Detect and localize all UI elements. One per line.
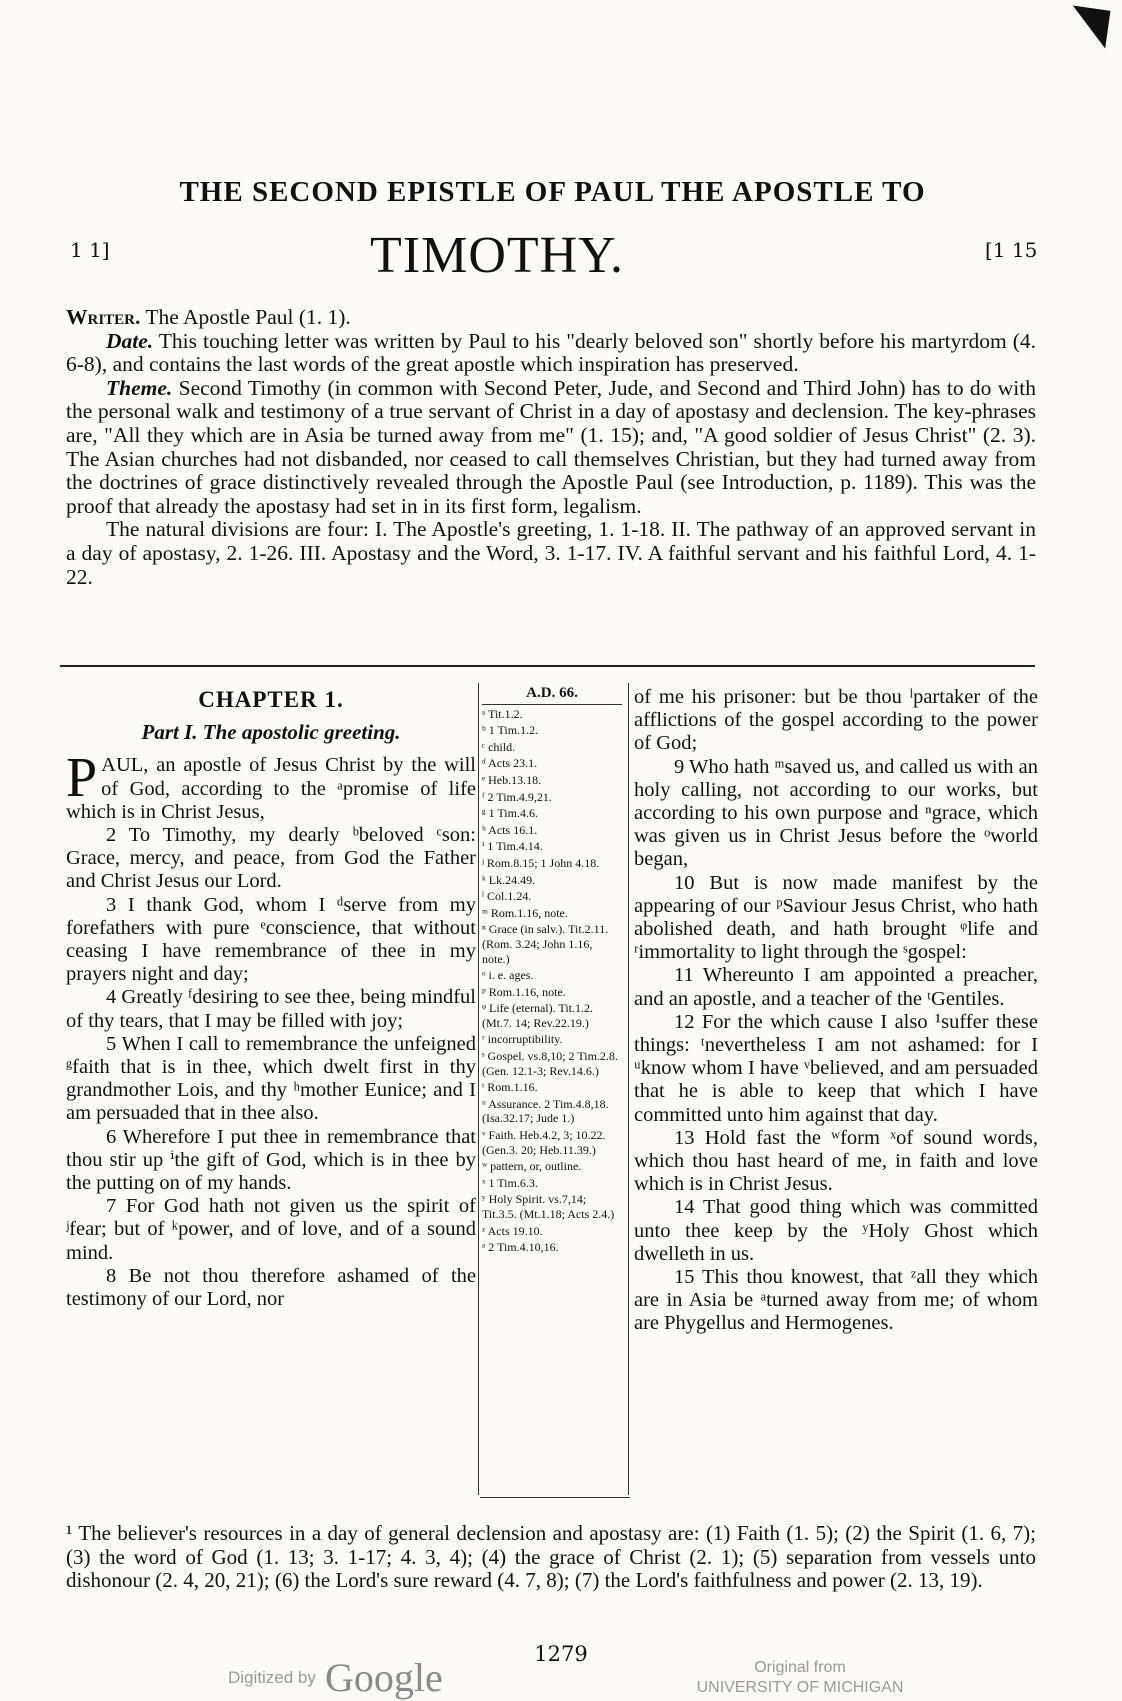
verse-7: 7 For God hath not given us the spirit of ʲfear; but of ᵏpower, and of love, and of a sound mind.: [66, 1195, 476, 1264]
cross-ref: ᵒ i. e. ages.: [482, 968, 534, 983]
cross-ref: ᶠ 2 Tim.4.9,21.: [482, 789, 552, 804]
right-text-column: [634, 686, 1038, 1336]
source-watermark: [680, 1658, 920, 1698]
cross-ref: ᵛ Faith. Heb.4.2, 3; 10.22. (Gen.3. 20; Heb.11.39.): [482, 1128, 606, 1157]
divisions-paragraph: The natural divisions are four: I. The Apostle's greeting, 1. 1-18. II. The pathway of an approved servant in a day of apostasy, 2. 1-26. III. Apostasy and the Word, 3. 1-17. IV. A faithful servant and his faithful Lord, 4. 1-22.: [66, 517, 1036, 589]
cross-ref: ᵇ 1 Tim.1.2.: [482, 723, 539, 738]
cross-reference-column: [482, 686, 622, 1257]
cross-ref: ⁿ Grace (in salv.). Tit.2.11. (Rom. 3.24; John 1.16, note.): [482, 922, 609, 966]
theme-paragraph: [66, 377, 1036, 519]
book-title: TIMOTHY.: [370, 227, 625, 284]
date-label: Date.: [106, 328, 154, 353]
cross-ref: ᵃ 2 Tim.4.10,16.: [482, 1240, 559, 1255]
verse-1: [66, 747, 476, 824]
cross-ref: ᵈ Acts 23.1.: [482, 756, 538, 771]
verse-12: 12 For the which cause I also ¹suffer these things: ᵗnevertheless I am not ashamed: for I ᵘknow whom I have ᵛbelieved, and am persuaded that he is able to keep that which I have committed unto him against that day.: [634, 1010, 1038, 1126]
corner-page-mark: [1068, 6, 1111, 49]
verse-4: 4 Greatly ᶠdesiring to see thee, being mindful of thy tears, that I may be filled with joy;: [66, 986, 476, 1032]
cross-ref: ᵠ Life (eternal). Tit.1.2. (Mt.7. 14; Rev.22.19.): [482, 1001, 593, 1030]
left-text-column: [66, 688, 476, 1311]
date-ad: A.D. 66.: [482, 686, 622, 705]
verse-1-text: AUL, an apostle of Jesus Christ by the will of God, according to the ᵃpromise of life which is in Christ Jesus,: [66, 754, 476, 823]
cross-ref: ˡ Col.1.24.: [482, 889, 532, 904]
part-heading: Part I. The apostolic greeting.: [141, 720, 401, 745]
date-text: This touching letter was written by Paul to his "dearly beloved son" shortly before his martyrdom (4. 6-8), and contains the last words of the great apostle which inspiration has preserved.: [66, 328, 1037, 377]
original-from-text: Original from: [754, 1659, 846, 1676]
cross-ref: ʸ Holy Spirit. vs.7,14; Tit.3.5. (Mt.1.18; Acts 2.4.): [482, 1192, 615, 1221]
chapter-heading: CHAPTER 1.: [198, 687, 344, 712]
cross-ref: ʰ Acts 16.1.: [482, 822, 538, 837]
verse-2: 2 To Timothy, my dearly ᵇbeloved ᶜson: Grace, mercy, and peace, from God the Father and Christ Jesus our Lord.: [66, 824, 476, 893]
theme-text: Second Timothy (in common with Second Peter, Jude, and Second and Third John) has to do with the personal walk and testimony of a true servant of Christ in a day of apostasy and declension. The key-phrases are, "All they which are in Asia be turned away from me" (1. 15); and, "A good soldier of Jesus Christ" (2. 3). The Asian churches had not disbanded, nor ceased to call themselves Christian, but they had turned away from the doctrines of grace distinctively revealed through the Apostle Paul (see Introduction, p. 1189). This was the proof that already the apostasy had set in in its first form, legalism.: [66, 375, 1036, 518]
writer-label: Writer.: [66, 305, 141, 329]
cross-ref: ᵃ Tit.1.2.: [482, 706, 523, 721]
verse-8-continued: of me his prisoner: but be thou ˡpartaker of the afflictions of the gospel according to the power of God;: [634, 686, 1038, 755]
theme-label: Theme.: [106, 375, 173, 400]
verse-9: 9 Who hath ᵐsaved us, and called us with an holy calling, not according to our works, but according to his own purpose and ⁿgrace, which was given us in Christ Jesus before the ᵒworld began,: [634, 755, 1038, 871]
google-logo: Google: [325, 1655, 443, 1700]
cross-ref: ˣ 1 Tim.6.3.: [482, 1175, 538, 1190]
section-divider: [60, 665, 1035, 667]
cross-ref: ʳ incorruptibility.: [482, 1032, 563, 1047]
column-separator-right: [628, 683, 629, 1495]
cross-ref: ʷ pattern, or, outline.: [482, 1159, 582, 1174]
book-introduction: [66, 306, 1036, 589]
cross-ref: ᵍ 1 Tim.4.6.: [482, 806, 538, 821]
page-number: 1279: [534, 1642, 588, 1666]
cross-ref: ᵘ Assurance. 2 Tim.4.8,18. (Isa.32.17; Jude 1.): [482, 1096, 609, 1126]
verse-10: 10 But is now made manifest by the appearing of our ᵖSaviour Jesus Christ, who hath abolished death, and hath brought ᵠlife and ʳimmortality to light through the ˢgospel:: [634, 871, 1038, 964]
date-paragraph: [66, 330, 1036, 377]
drop-cap: P: [66, 747, 98, 810]
cross-ref: ᵏ Lk.24.49.: [482, 872, 536, 887]
writer-paragraph: [66, 306, 1036, 330]
verse-14: 14 That good thing which was committed unto thee keep by the ʸHoly Ghost which dwelleth in us.: [634, 1196, 1038, 1265]
verse-15: 15 This thou knowest, that ᶻall they which are in Asia be ᵃturned away from me; of whom are Phygellus and Hermogenes.: [634, 1266, 1038, 1335]
verse-13: 13 Hold fast the ʷform ˣof sound words, which thou hast heard of me, in faith and love which is in Christ Jesus.: [634, 1126, 1038, 1196]
digitized-by-text: Digitized by: [228, 1668, 316, 1687]
institution-text: UNIVERSITY OF MICHIGAN: [696, 1679, 904, 1696]
chapter-verse-ref-right: [1 15: [985, 238, 1038, 262]
epistle-title: THE SECOND EPISTLE OF PAUL THE APOSTLE TO: [179, 176, 926, 208]
verse-5: 5 When I call to remembrance the unfeigned ᵍfaith that is in thee, which dwelt first in thy grandmother Lois, and thy ʰmother Eunice; and I am persuaded that in thee also.: [66, 1032, 476, 1125]
column-separator-left: [478, 683, 479, 1495]
cross-ref: ʲ Rom.8.15; 1 John 4.18.: [482, 855, 600, 870]
cross-ref: ᵖ Rom.1.16, note.: [482, 984, 566, 999]
cross-ref: ᶻ Acts 19.10.: [482, 1223, 543, 1238]
verse-11: 11 Whereunto I am appointed a preacher, and an apostle, and a teacher of the ᵗGentiles.: [634, 964, 1038, 1010]
cross-ref: ⁱ 1 Tim.4.14.: [482, 839, 543, 854]
chapter-verse-ref-left: 1 1]: [70, 238, 110, 262]
column-bottom-rule: [480, 1497, 630, 1498]
cross-ref: ᵐ Rom.1.16, note.: [482, 905, 568, 920]
cross-ref: ᵗ Rom.1.16.: [482, 1080, 538, 1095]
cross-ref: ˢ Gospel. vs.8,10; 2 Tim.2.8. (Gen. 12.1-3; Rev.14.6.): [482, 1049, 618, 1078]
verse-6: 6 Wherefore I put thee in remembrance that thou stir up ⁱthe gift of God, which is in thee by the putting on of my hands.: [66, 1125, 476, 1195]
cross-ref: ᶜ child.: [482, 739, 516, 754]
verse-3: 3 I thank God, whom I ᵈserve from my forefathers with pure ᵉconscience, that without ceasing I have remembrance of thee in my prayers night and day;: [66, 893, 476, 986]
writer-text: The Apostle Paul (1. 1).: [145, 305, 351, 329]
verse-8: 8 Be not thou therefore ashamed of the testimony of our Lord, nor: [66, 1264, 476, 1311]
footnote: ¹ The believer's resources in a day of general declension and apostasy are: (1) Faith (1. 5); (2) the Spirit (1. 6, 7); (3) the word of God (1. 13; 3. 1-17; 4. 3, 4); (4) the grace of Christ (2. 1); (5) separation from vessels unto dishonour (2. 4, 20, 21); (6) the Lord's sure reward (4. 7, 8); (7) the Lord's faithfulness and power (2. 13, 19).: [66, 1521, 1036, 1592]
cross-ref: ᵉ Heb.13.18.: [482, 772, 542, 787]
